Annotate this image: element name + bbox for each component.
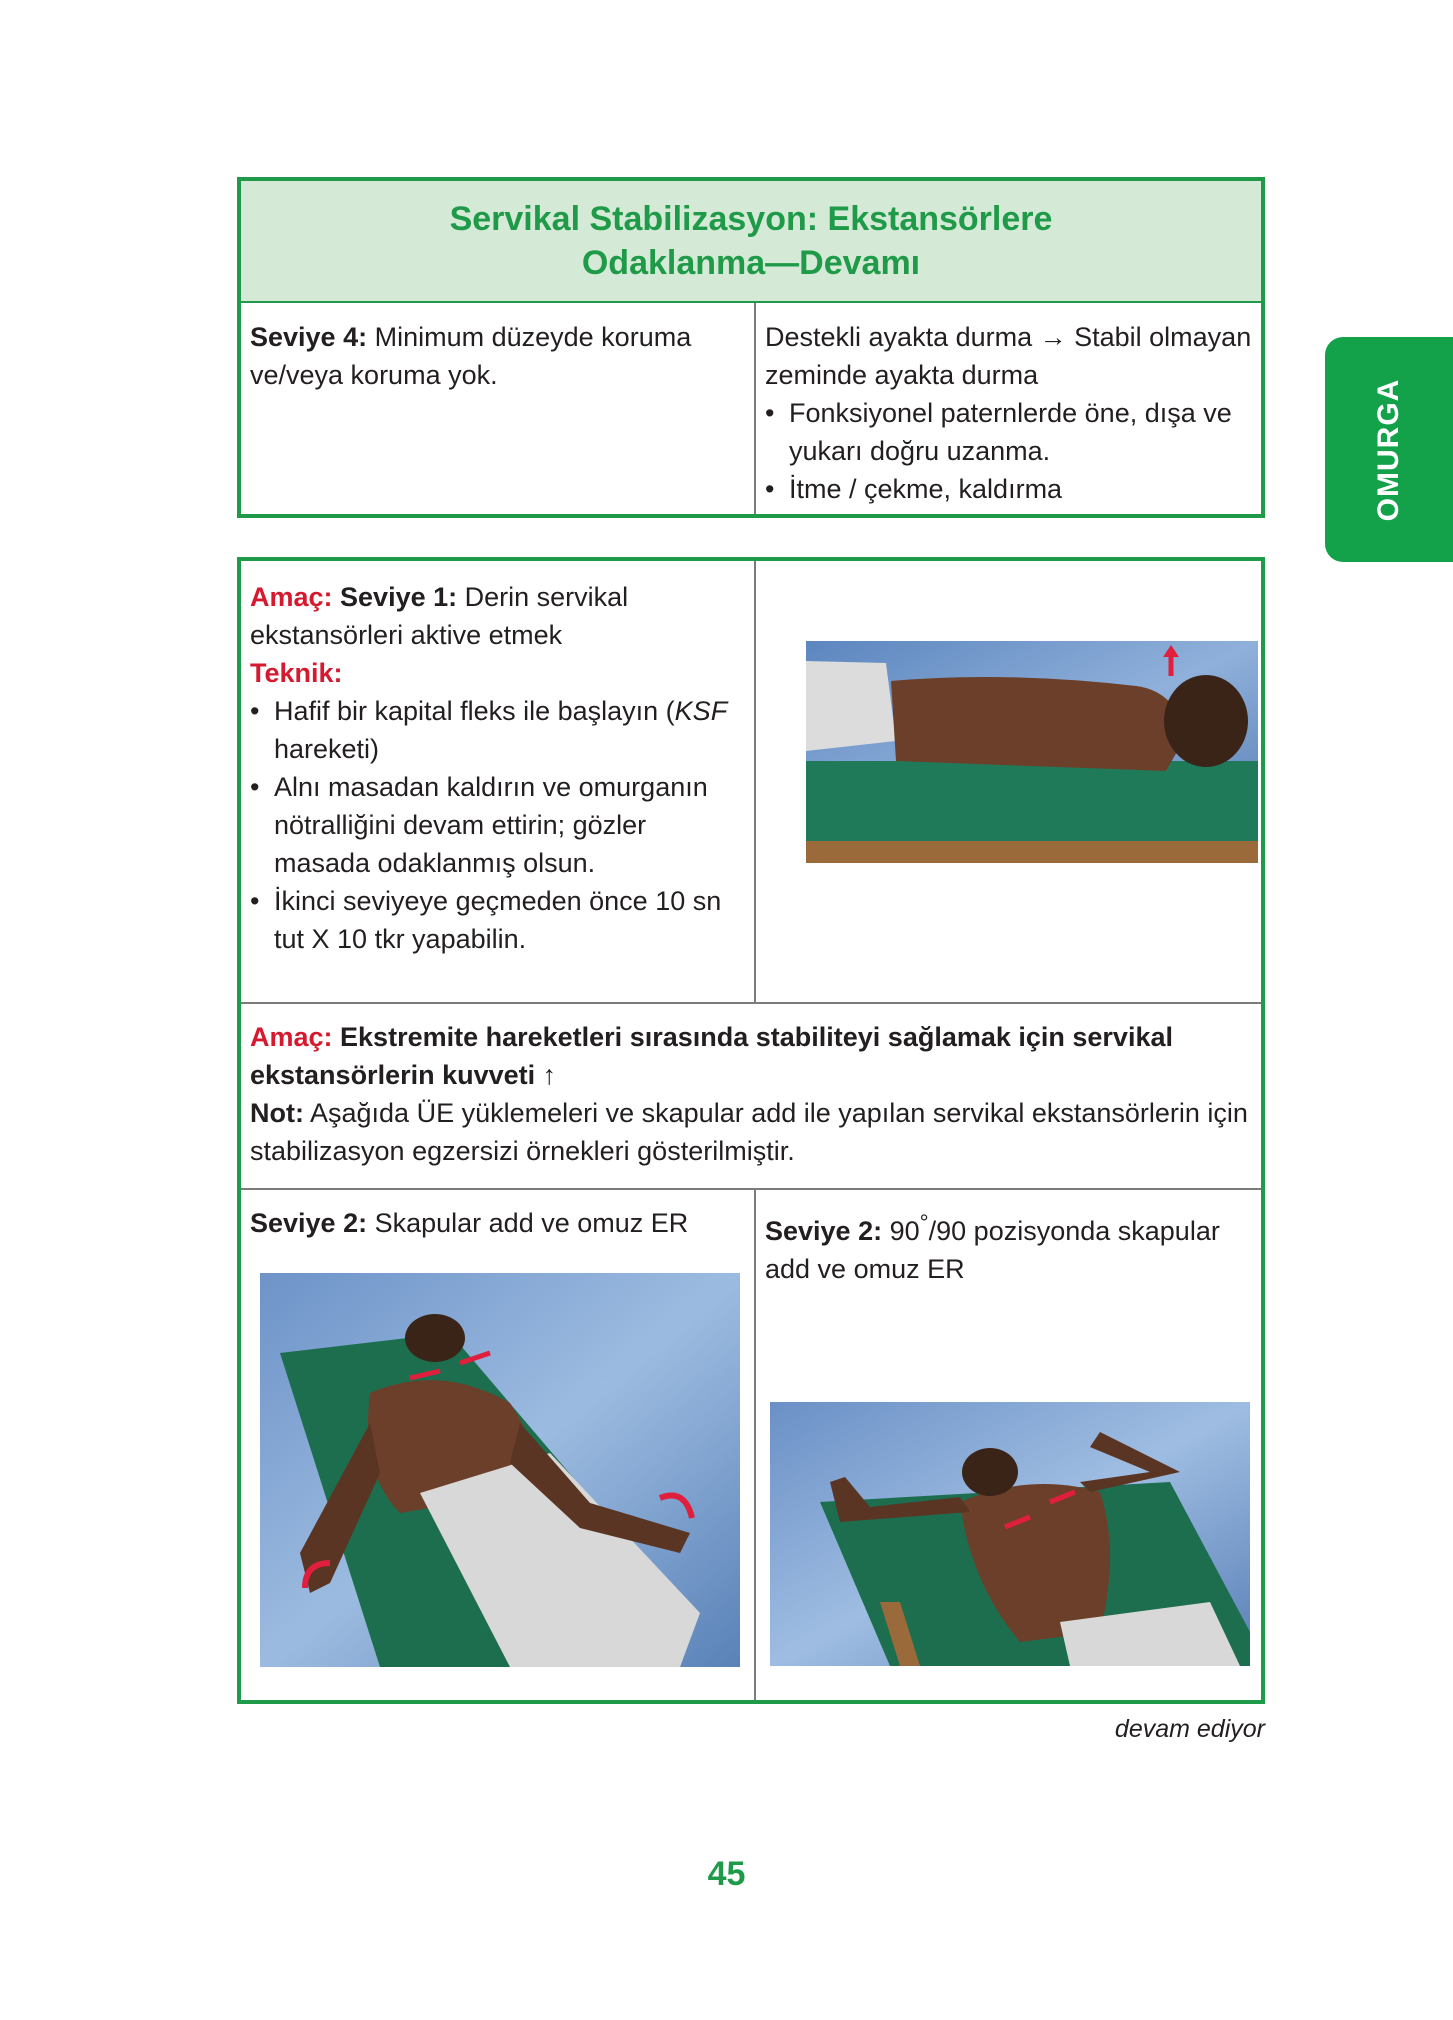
list-item: • İtme / çekme, kaldırma: [765, 470, 1260, 508]
ksf-abbreviation: KSF: [674, 696, 728, 726]
level4-activities-list: [765, 394, 1260, 508]
level2-label: Seviye 2:: [250, 1208, 368, 1238]
level1-cell: [250, 578, 748, 958]
page-number: 45: [707, 1855, 746, 1893]
level2-right-text: 90: [882, 1216, 920, 1246]
main-table: [237, 557, 1265, 1704]
list-item: • Alnı masadan kaldırın ve omurganın nötralliğini devam ettirin; gözler masada odaklanmış olsun.: [250, 768, 748, 882]
level4-cell: [250, 318, 740, 394]
top-table: [237, 177, 1265, 518]
degree-symbol: °: [919, 1210, 929, 1235]
goal-label: Amaç:: [250, 1022, 333, 1052]
column-divider: [754, 303, 756, 514]
level2-right-photo: [770, 1402, 1250, 1666]
level2-left-text: Skapular add ve omuz ER: [367, 1208, 689, 1238]
list-item-text: hareketi): [274, 734, 380, 764]
level2-right-text: /90 pozisyonda skapular add ve omuz ER: [765, 1216, 1220, 1284]
table-title: Servikal Stabilizasyon: Ekstansörlere Odaklanma—Devamı: [449, 200, 1053, 282]
list-item: [250, 692, 748, 768]
list-item: • Fonksiyonel paternlerde öne, dışa ve yukarı doğru uzanma.: [765, 394, 1260, 470]
goal-label: Amaç:: [250, 582, 333, 612]
continued-note: devam ediyor: [1114, 1715, 1265, 1743]
level4-label: Seviye 4:: [250, 322, 368, 352]
level2-left-photo: [260, 1273, 740, 1667]
column-divider: [754, 1190, 756, 1700]
note-label: Not:: [250, 1098, 304, 1128]
level1-goal-text: Derin servikal ekstansörleri aktive etmek: [250, 582, 629, 650]
list-item-text: Hafif bir kapital fleks ile başlayın (: [274, 696, 675, 726]
level4-text: Minimum düzeyde koruma ve/veya koruma yok.: [250, 322, 692, 390]
technique-list: [250, 692, 748, 958]
row-divider: [241, 1002, 1261, 1004]
goal2-text: Ekstremite hareketleri sırasında stabiliteyi sağlamak için servikal ekstansörlerin kuvveti ↑: [250, 1022, 1173, 1090]
level1-goal: [250, 578, 748, 654]
note-text: Aşağıda ÜE yüklemeleri ve skapular add ile yapılan servikal ekstansörlerin için stabilizasyon egzersizi örnekleri gösterilmiştir.: [250, 1098, 1248, 1166]
header-divider: [241, 301, 1261, 303]
side-tab: [1325, 337, 1453, 562]
table-header: [241, 181, 1261, 301]
level2-left-cell: [250, 1204, 748, 1242]
level2-right-cell: [765, 1204, 1260, 1288]
column-divider: [754, 561, 756, 1002]
row-divider: [241, 1188, 1261, 1190]
list-item: • İkinci seviyeye geçmeden önce 10 sn tut X 10 tkr yapabilin.: [250, 882, 748, 958]
level4-activities-cell: [765, 318, 1260, 508]
side-tab-label: OMURGA: [1372, 378, 1405, 521]
goal2-statement: [250, 1018, 1255, 1094]
goal2-cell: [250, 1018, 1255, 1170]
technique-label: Teknik:: [250, 658, 343, 688]
level1-label: Seviye 1:: [332, 582, 458, 612]
level4-activities-intro: Destekli ayakta durma → Stabil olmayan zeminde ayakta durma: [765, 322, 1252, 390]
level2-label: Seviye 2:: [765, 1216, 883, 1246]
note: [250, 1094, 1255, 1170]
level1-photo: [806, 641, 1258, 863]
